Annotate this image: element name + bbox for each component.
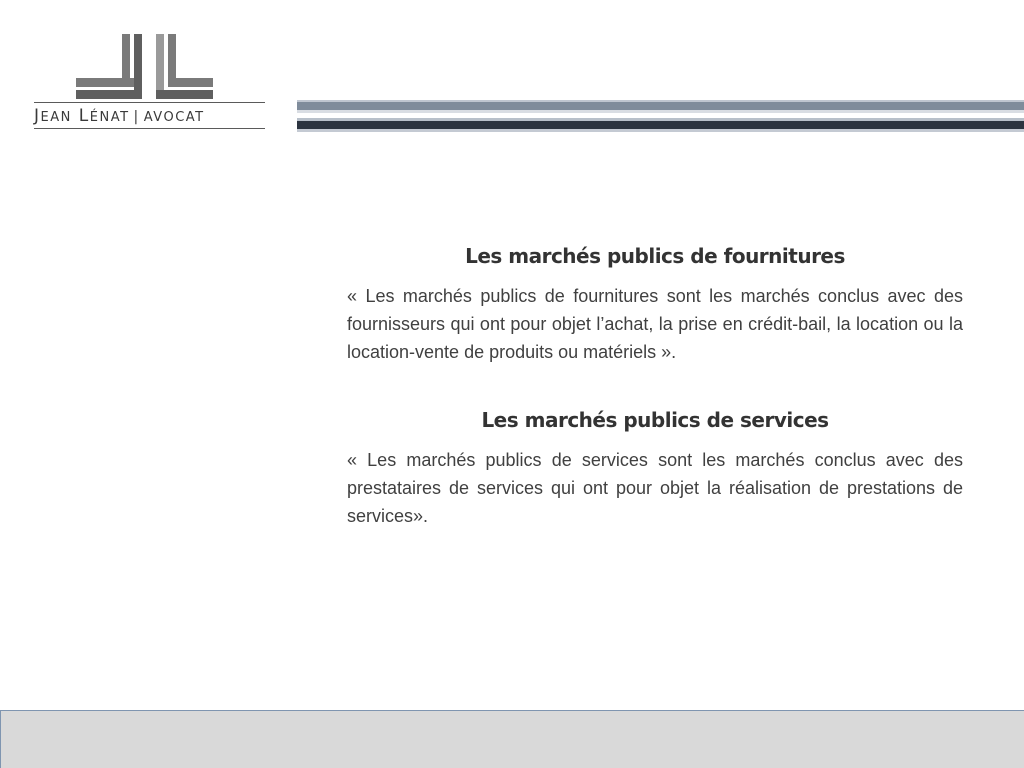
- logo-wordmark: JEAN LÉNAT | AVOCAT: [34, 106, 205, 126]
- section-heading-services: Les marchés publics de services: [481, 408, 829, 432]
- header-band: [297, 129, 1024, 132]
- section-heading-fournitures: Les marchés publics de fournitures: [465, 244, 845, 268]
- logo-monogram-icon: [34, 30, 266, 100]
- header-band: [297, 121, 1024, 129]
- header-band: [297, 102, 1024, 110]
- logo-rule-bottom: [34, 128, 265, 129]
- slide-content: [347, 240, 963, 530]
- section-text-services: « Les marchés publics de services sont les marchés conclus avec des prestataires de services qui ont pour objet la réalisation de prestations de services».: [347, 450, 963, 526]
- header-band: [297, 110, 1024, 113]
- footer-bar: [0, 710, 1024, 768]
- header-decorative-bands: [297, 100, 1024, 134]
- logo-rule-top: [34, 102, 265, 103]
- section-text-fournitures: « Les marchés publics de fournitures sont les marchés conclus avec des fournisseurs qui ont pour objet l’achat, la prise en crédit-bail, la location ou la location-vente de produits ou matériels ».: [347, 286, 963, 362]
- logo: [34, 30, 266, 134]
